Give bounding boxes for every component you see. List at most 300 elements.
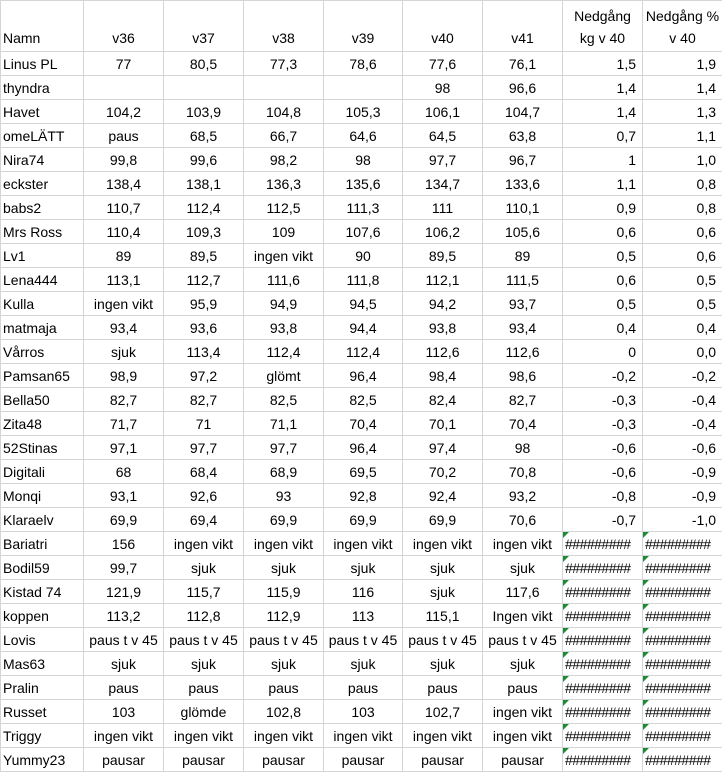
weight-cell[interactable]: ingen vikt [483,532,563,556]
weight-cell[interactable]: 69,9 [403,508,483,532]
result-cell[interactable]: -0,3 [563,388,643,412]
result-cell[interactable]: -0,2 [643,364,722,388]
weight-cell[interactable]: 111,3 [324,196,403,220]
weight-cell[interactable]: 92,8 [324,484,403,508]
weight-cell[interactable]: pausar [244,748,324,772]
weight-cell[interactable]: 89,5 [164,244,244,268]
weight-cell[interactable]: 113,4 [164,340,244,364]
weight-cell[interactable]: 89 [483,244,563,268]
weight-cell[interactable]: 111 [403,196,483,220]
weight-cell[interactable]: 105,3 [324,100,403,124]
weight-cell[interactable]: ingen vikt [324,724,403,748]
weight-cell[interactable]: 112,5 [244,196,324,220]
result-cell[interactable]: 0,6 [643,220,722,244]
weight-cell[interactable]: 102,8 [244,700,324,724]
weight-cell[interactable]: sjuk [164,652,244,676]
weight-cell[interactable]: paus [324,676,403,700]
header-cell[interactable]: v41 [483,1,563,52]
weight-cell[interactable]: 103,9 [164,100,244,124]
name-cell[interactable]: Klaraelv [1,508,84,532]
weight-cell[interactable]: 110,4 [84,220,164,244]
result-cell[interactable]: -0,2 [563,364,643,388]
table-row [1,268,722,292]
weight-cell[interactable]: 104,8 [244,100,324,124]
result-cell[interactable]: 0,5 [643,268,722,292]
name-cell[interactable]: Bodil59 [1,556,84,580]
name-cell[interactable]: omeLÄTT [1,124,84,148]
weight-cell[interactable]: 63,8 [483,124,563,148]
result-cell[interactable]: ######### [643,724,722,748]
weight-cell[interactable] [324,76,403,100]
name-cell[interactable]: Kulla [1,292,84,316]
header-cell[interactable]: Namn [1,1,84,52]
header-cell[interactable]: Nedgång kg v 40 [563,1,643,52]
weight-cell[interactable]: 93,8 [403,316,483,340]
weight-cell[interactable]: paus [84,676,164,700]
table-row [1,52,722,76]
result-cell[interactable]: 1,1 [563,172,643,196]
weight-cell[interactable]: 71,7 [84,412,164,436]
weight-cell[interactable]: 104,2 [84,100,164,124]
weight-cell[interactable]: 93,7 [483,292,563,316]
name-cell[interactable]: koppen [1,604,84,628]
weight-cell[interactable]: 94,2 [403,292,483,316]
weight-cell[interactable]: 64,6 [324,124,403,148]
weight-cell[interactable]: 96,6 [483,76,563,100]
weight-cell[interactable]: ingen vikt [84,292,164,316]
weight-cell[interactable]: 99,6 [164,148,244,172]
weight-cell[interactable]: 99,7 [84,556,164,580]
weight-cell[interactable]: 97,2 [164,364,244,388]
weight-cell[interactable]: 113,2 [84,604,164,628]
name-cell[interactable]: Monqi [1,484,84,508]
name-cell[interactable]: Linus PL [1,52,84,76]
weight-cell[interactable] [164,76,244,100]
weight-cell[interactable]: 107,6 [324,220,403,244]
result-cell[interactable]: ######### [643,676,722,700]
weight-cell[interactable]: 138,1 [164,172,244,196]
header-cell[interactable]: v36 [84,1,164,52]
weight-cell[interactable]: 93,8 [244,316,324,340]
result-cell[interactable]: ######### [563,700,643,724]
weight-cell[interactable]: 97,4 [403,436,483,460]
name-cell[interactable]: thyndra [1,76,84,100]
result-cell[interactable]: -0,3 [563,412,643,436]
weight-cell[interactable]: 93,1 [84,484,164,508]
weight-cell[interactable]: 93,4 [84,316,164,340]
weight-cell[interactable]: paus [244,676,324,700]
weight-cell[interactable]: 71,1 [244,412,324,436]
result-cell[interactable]: ######### [643,628,722,652]
weight-cell[interactable]: ingen vikt [483,700,563,724]
weight-cell[interactable]: ingen vikt [244,532,324,556]
weight-cell[interactable]: 121,9 [84,580,164,604]
weight-cell[interactable]: 70,4 [483,412,563,436]
weight-cell[interactable]: 64,5 [403,124,483,148]
result-cell[interactable]: 1,5 [563,52,643,76]
weight-cell[interactable]: 82,7 [164,388,244,412]
table-row [1,340,722,364]
weight-cell[interactable]: 80,5 [164,52,244,76]
name-cell[interactable]: Triggy [1,724,84,748]
weight-cell[interactable]: 112,4 [164,196,244,220]
weight-cell[interactable]: ingen vikt [244,724,324,748]
result-cell[interactable]: 0,5 [643,292,722,316]
weight-cell[interactable]: 103 [324,700,403,724]
weight-cell[interactable]: 70,4 [324,412,403,436]
table-row [1,436,722,460]
weight-cell[interactable]: pausar [324,748,403,772]
weight-cell[interactable]: 95,9 [164,292,244,316]
weight-cell[interactable]: 76,1 [483,52,563,76]
weight-cell[interactable]: paus t v 45 [403,628,483,652]
weight-cell[interactable]: 109 [244,220,324,244]
table-row [1,508,722,532]
result-cell[interactable]: 1,4 [563,76,643,100]
weight-cell[interactable]: 82,7 [483,388,563,412]
name-cell[interactable]: Pamsan65 [1,364,84,388]
result-cell[interactable]: 0,6 [643,244,722,268]
weight-cell[interactable]: 97,1 [84,436,164,460]
weight-cell[interactable]: paus [483,676,563,700]
weight-cell[interactable]: sjuk [483,652,563,676]
result-cell[interactable]: ######### [643,532,722,556]
weight-cell[interactable]: 104,7 [483,100,563,124]
weight-cell[interactable]: 103 [84,700,164,724]
weight-cell[interactable]: 66,7 [244,124,324,148]
weight-cell[interactable]: 113,1 [84,268,164,292]
name-cell[interactable]: eckster [1,172,84,196]
weight-cell[interactable]: 68,4 [164,460,244,484]
result-cell[interactable]: -0,9 [643,484,722,508]
name-cell[interactable]: babs2 [1,196,84,220]
weight-cell[interactable]: 96,4 [324,364,403,388]
name-cell[interactable]: Russet [1,700,84,724]
name-cell[interactable]: Lena444 [1,268,84,292]
weight-cell[interactable]: ingen vikt [164,532,244,556]
weight-cell[interactable]: 111,5 [483,268,563,292]
header-row [1,1,722,52]
weight-cell[interactable]: 77,6 [403,52,483,76]
weight-cell[interactable]: 93,4 [483,316,563,340]
weight-cell[interactable]: paus [403,676,483,700]
name-cell[interactable]: Pralin [1,676,84,700]
weight-cell[interactable]: 110,7 [84,196,164,220]
weight-cell[interactable]: 70,6 [483,508,563,532]
table-row [1,100,722,124]
weight-cell[interactable]: sjuk [483,556,563,580]
result-cell[interactable]: -0,6 [563,436,643,460]
result-cell[interactable]: ######### [563,676,643,700]
result-cell[interactable]: 1,4 [643,76,722,100]
weight-cell[interactable]: ingen vikt [403,724,483,748]
name-cell[interactable]: Vårros [1,340,84,364]
result-cell[interactable]: 0,6 [563,220,643,244]
weight-cell[interactable]: 96,4 [324,436,403,460]
table-row [1,748,722,772]
weight-cell[interactable]: 112,8 [164,604,244,628]
weight-cell[interactable]: sjuk [324,652,403,676]
weight-cell[interactable]: 112,6 [483,340,563,364]
weight-cell[interactable]: 89,5 [403,244,483,268]
result-cell[interactable]: 0,6 [563,268,643,292]
weight-cell[interactable]: 68 [84,460,164,484]
weight-cell[interactable]: 106,1 [403,100,483,124]
weight-cell[interactable]: 98,4 [403,364,483,388]
weight-cell[interactable]: pausar [84,748,164,772]
weight-cell[interactable]: 156 [84,532,164,556]
table-row [1,364,722,388]
result-cell[interactable]: 0,5 [563,244,643,268]
name-cell[interactable]: Kistad 74 [1,580,84,604]
result-cell[interactable]: ######### [643,556,722,580]
result-cell[interactable]: ######### [643,652,722,676]
weight-cell[interactable]: sjuk [244,652,324,676]
weight-cell[interactable]: ingen vikt [403,532,483,556]
weight-cell[interactable]: 115,1 [403,604,483,628]
result-cell[interactable]: -0,4 [643,412,722,436]
weight-cell[interactable]: paus t v 45 [244,628,324,652]
weight-cell[interactable]: 69,4 [164,508,244,532]
weight-cell[interactable]: 68,5 [164,124,244,148]
weight-cell[interactable]: 82,5 [324,388,403,412]
result-cell[interactable]: -0,7 [563,508,643,532]
weight-cell[interactable]: ingen vikt [483,724,563,748]
result-cell[interactable]: ######### [563,652,643,676]
header-cell[interactable]: v38 [244,1,324,52]
table-row [1,196,722,220]
weight-cell[interactable]: 133,6 [483,172,563,196]
weight-cell[interactable]: 112,6 [403,340,483,364]
weight-cell[interactable]: 82,7 [84,388,164,412]
weight-cell[interactable]: 69,9 [84,508,164,532]
name-cell[interactable]: Mrs Ross [1,220,84,244]
table-row [1,412,722,436]
result-cell[interactable]: 1,9 [643,52,722,76]
table-row [1,460,722,484]
result-cell[interactable]: ######### [643,748,722,772]
weight-cell[interactable]: paus t v 45 [84,628,164,652]
weight-cell[interactable]: 94,4 [324,316,403,340]
weight-cell[interactable]: 98,9 [84,364,164,388]
weight-cell[interactable]: 94,9 [244,292,324,316]
weight-cell[interactable]: paus [84,124,164,148]
weight-cell[interactable]: 96,7 [483,148,563,172]
weight-cell[interactable]: pausar [164,748,244,772]
weight-cell[interactable]: 112,1 [403,268,483,292]
result-cell[interactable]: 1,0 [643,148,722,172]
result-cell[interactable]: 0,4 [643,316,722,340]
weight-cell[interactable]: 70,8 [483,460,563,484]
weight-cell[interactable]: sjuk [84,652,164,676]
weight-cell[interactable]: 69,9 [244,508,324,532]
weight-cell[interactable]: 98 [324,148,403,172]
weight-cell[interactable]: 98 [403,76,483,100]
result-cell[interactable]: -0,6 [563,460,643,484]
weight-cell[interactable]: Ingen vikt [483,604,563,628]
weight-cell[interactable]: 98,2 [244,148,324,172]
weight-cell[interactable]: 98,6 [483,364,563,388]
weight-cell[interactable]: 90 [324,244,403,268]
result-cell[interactable]: ######### [563,748,643,772]
name-cell[interactable]: 52Stinas [1,436,84,460]
weight-cell[interactable]: ingen vikt [164,724,244,748]
weight-cell[interactable]: 115,7 [164,580,244,604]
name-cell[interactable]: Lovis [1,628,84,652]
table-row [1,124,722,148]
weight-cell[interactable]: 109,3 [164,220,244,244]
weight-cell[interactable]: 112,7 [164,268,244,292]
table-row [1,724,722,748]
weight-cell[interactable]: pausar [483,748,563,772]
weight-cell[interactable]: 102,7 [403,700,483,724]
weight-cell[interactable]: 69,9 [324,508,403,532]
result-cell[interactable]: -0,6 [643,436,722,460]
weight-cell[interactable]: 116 [324,580,403,604]
weight-cell[interactable]: 77,3 [244,52,324,76]
weight-cell[interactable]: 112,4 [244,340,324,364]
weight-cell[interactable]: sjuk [164,556,244,580]
weight-cell[interactable]: 111,8 [324,268,403,292]
result-cell[interactable]: 0,0 [643,340,722,364]
result-cell[interactable]: -0,9 [643,460,722,484]
weight-cell[interactable]: 112,4 [324,340,403,364]
weight-cell[interactable]: paus t v 45 [324,628,403,652]
result-cell[interactable]: 1 [563,148,643,172]
weight-cell[interactable]: 92,6 [164,484,244,508]
table-row [1,316,722,340]
weight-cell[interactable]: 69,5 [324,460,403,484]
weight-cell[interactable]: 78,6 [324,52,403,76]
weight-cell[interactable]: 70,2 [403,460,483,484]
weight-cell[interactable]: 71 [164,412,244,436]
weight-cell[interactable]: 112,9 [244,604,324,628]
weight-cell[interactable]: 82,5 [244,388,324,412]
weight-cell[interactable]: sjuk [403,580,483,604]
result-cell[interactable]: 0,5 [563,292,643,316]
result-cell[interactable]: ######### [563,532,643,556]
result-cell[interactable]: ######### [563,628,643,652]
name-cell[interactable]: Bariatri [1,532,84,556]
weight-cell[interactable]: glömde [164,700,244,724]
weight-cell[interactable]: 110,1 [483,196,563,220]
result-cell[interactable]: 0 [563,340,643,364]
weight-cell[interactable]: sjuk [324,556,403,580]
table-row [1,628,722,652]
weight-cell[interactable]: glömt [244,364,324,388]
weight-cell[interactable]: 113 [324,604,403,628]
weight-cell[interactable]: 111,6 [244,268,324,292]
weight-cell[interactable]: 99,8 [84,148,164,172]
result-cell[interactable]: ######### [643,604,722,628]
table-row [1,652,722,676]
weight-cell[interactable]: 97,7 [403,148,483,172]
table-row [1,244,722,268]
weight-cell[interactable]: 93,6 [164,316,244,340]
result-cell[interactable]: 1,3 [643,100,722,124]
weight-cell[interactable]: sjuk [403,556,483,580]
result-cell[interactable]: 1,1 [643,124,722,148]
name-cell[interactable]: Mas63 [1,652,84,676]
result-cell[interactable]: -0,8 [563,484,643,508]
weight-cell[interactable]: 136,3 [244,172,324,196]
result-cell[interactable]: ######### [563,556,643,580]
weight-cell[interactable]: paus t v 45 [164,628,244,652]
result-cell[interactable]: 0,8 [643,196,722,220]
result-cell[interactable]: -1,0 [643,508,722,532]
weight-cell[interactable]: 98 [483,436,563,460]
weight-cell[interactable]: 82,4 [403,388,483,412]
result-cell[interactable]: 0,7 [563,124,643,148]
result-cell[interactable]: 0,8 [643,172,722,196]
weight-cell[interactable] [84,76,164,100]
table-row [1,148,722,172]
table-row [1,604,722,628]
result-cell[interactable]: ######### [563,604,643,628]
weight-cell[interactable]: 68,9 [244,460,324,484]
weight-cell[interactable]: 93,2 [483,484,563,508]
weight-cell[interactable]: sjuk [84,340,164,364]
name-cell[interactable]: matmaja [1,316,84,340]
header-cell[interactable]: v37 [164,1,244,52]
name-cell[interactable]: Digitali [1,460,84,484]
header-cell[interactable]: v39 [324,1,403,52]
weight-cell[interactable]: 106,2 [403,220,483,244]
weight-cell[interactable]: 94,5 [324,292,403,316]
weight-cell[interactable]: ingen vikt [84,724,164,748]
weight-cell[interactable]: 97,7 [244,436,324,460]
weight-cell[interactable]: 89 [84,244,164,268]
name-cell[interactable]: Nira74 [1,148,84,172]
header-cell[interactable]: v40 [403,1,483,52]
weight-cell[interactable]: 138,4 [84,172,164,196]
name-cell[interactable]: Zita48 [1,412,84,436]
weight-cell[interactable]: 97,7 [164,436,244,460]
weight-cell[interactable]: 135,6 [324,172,403,196]
result-cell[interactable]: ######### [643,700,722,724]
weight-cell[interactable]: sjuk [244,556,324,580]
weight-cell[interactable]: sjuk [403,652,483,676]
weight-cell[interactable]: 134,7 [403,172,483,196]
result-cell[interactable]: ######### [563,580,643,604]
weight-cell[interactable]: 117,6 [483,580,563,604]
name-cell[interactable]: Havet [1,100,84,124]
weight-cell[interactable]: 77 [84,52,164,76]
weight-cell[interactable]: paus [164,676,244,700]
weight-cell[interactable]: 70,1 [403,412,483,436]
result-cell[interactable]: 0,9 [563,196,643,220]
weight-cell[interactable]: 93 [244,484,324,508]
result-cell[interactable]: 0,4 [563,316,643,340]
weight-cell[interactable]: paus t v 45 [483,628,563,652]
weight-cell[interactable]: ingen vikt [324,532,403,556]
weight-cell[interactable]: ingen vikt [244,244,324,268]
result-cell[interactable]: ######### [643,580,722,604]
weight-cell[interactable]: pausar [403,748,483,772]
result-cell[interactable]: 1,4 [563,100,643,124]
weight-cell[interactable]: 105,6 [483,220,563,244]
result-cell[interactable]: -0,4 [643,388,722,412]
name-cell[interactable]: Lv1 [1,244,84,268]
weight-cell[interactable] [244,76,324,100]
weight-cell[interactable]: 92,4 [403,484,483,508]
result-cell[interactable]: ######### [563,724,643,748]
name-cell[interactable]: Yummy23 [1,748,84,772]
weight-cell[interactable]: 115,9 [244,580,324,604]
table-row [1,700,722,724]
name-cell[interactable]: Bella50 [1,388,84,412]
header-cell[interactable]: Nedgång % v 40 [643,1,722,52]
